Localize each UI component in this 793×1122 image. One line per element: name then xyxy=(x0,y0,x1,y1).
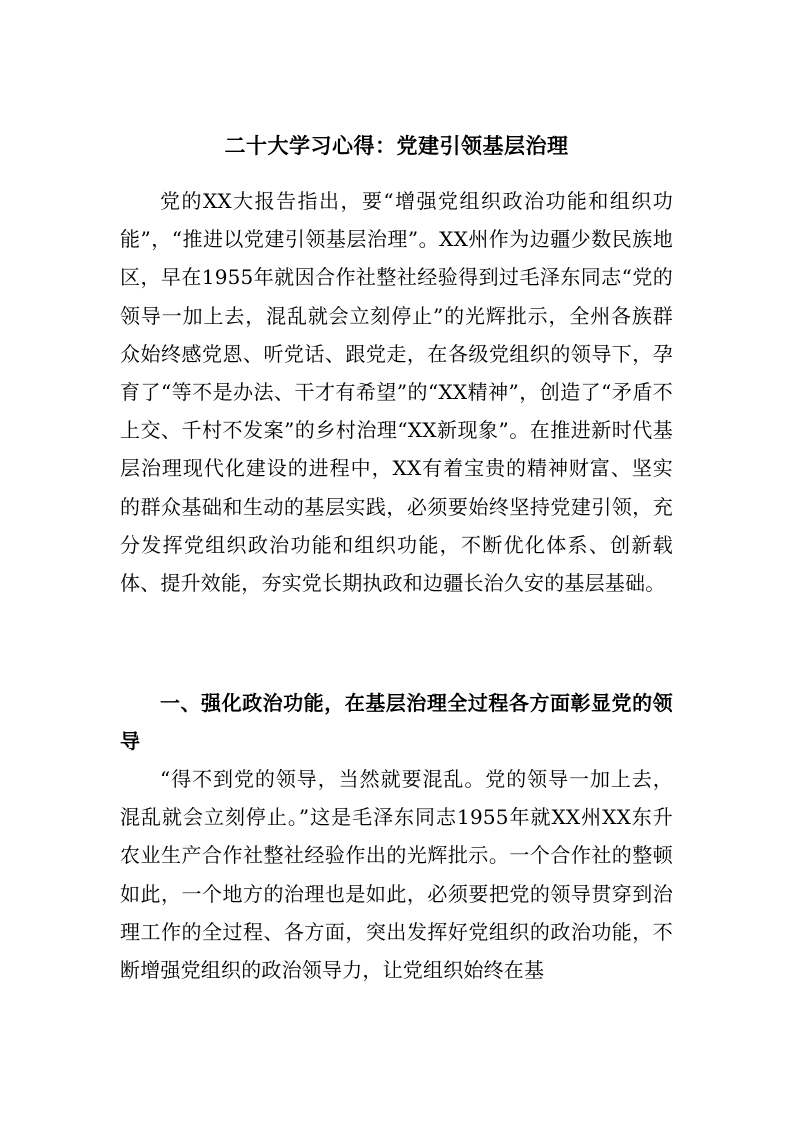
section-1-paragraph: “得不到党的领导，当然就要混乱。党的领导一加上去，混乱就会立刻停止。”这是毛泽东同志1955年就XX州XX东升农业生产合作社整社经验作出的光辉批示。一个合作社的整顿如此，一个地方的治理也是如此，必须要把党的领导贯穿到治理工作的全过程、各方面，突出发挥好党组织的政治功能，不断增强党组织的政治领导力，让党组织始终在基 xyxy=(120,767,673,983)
section-heading-1: 一、强化政治功能，在基层治理全过程各方面彰显党的领导 xyxy=(120,691,673,754)
page-title: 二十大学习心得：党建引领基层治理 xyxy=(224,133,569,158)
intro-paragraph: 党的XX大报告指出，要“增强党组织政治功能和组织功能”，“推进以党建引领基层治理”。XX州作为边疆少数民族地区，早在1955年就因合作社整社经验得到过毛泽东同志“党的领导一加上去，混乱就会立刻停止”的光辉批示，全州各族群众始终感党恩、听党话、跟党走，在各级党组织的领导下，孕育了“等不是办法、干才有希望”的“XX精神”，创造了“矛盾不上交、千村不发案”的乡村治理“XX新现象”。在推进新时代基层治理现代化建设的进程中，XX有着宝贵的精神财富、坚实的群众基础和生动的基层实践，必须要始终坚持党建引领，充分发挥党组织政治功能和组织功能，不断优化体系、创新载体、提升效能，夯实党长期执政和边疆长治久安的基层基础。 xyxy=(120,189,673,596)
